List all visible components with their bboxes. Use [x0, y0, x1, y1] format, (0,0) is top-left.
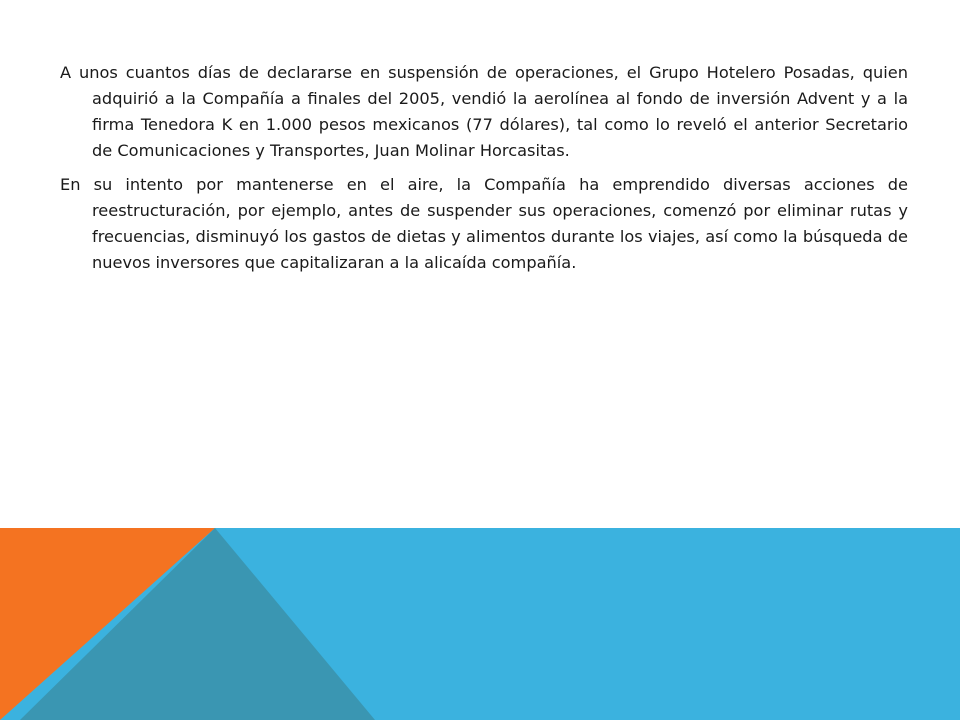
decorative-footer-shapes: [0, 528, 960, 720]
paragraph-2: En su intento por mantenerse en el aire, la Compañía ha emprendido diversas acciones de reestructuración, por ejemplo, antes de suspender sus operaciones, comenzó por eliminar rutas y frecuencias, disminuyó los gastos de dietas y alimentos durante los viajes, así como la búsqueda de nuevos inversores que capitalizaran a la alicaída compañía.: [60, 175, 908, 272]
slide-body: [60, 60, 908, 284]
paragraph-1: A unos cuantos días de declararse en suspensión de operaciones, el Grupo Hotelero Posadas, quien adquirió a la Compañía a finales del 2005, vendió la aerolínea al fondo de inversión Advent y a la firma Tenedora K en 1.000 pesos mexicanos (77 dólares), tal como lo reveló el anterior Secretario de Comunicaciones y Transportes, Juan Molinar Horcasitas.: [60, 63, 908, 160]
